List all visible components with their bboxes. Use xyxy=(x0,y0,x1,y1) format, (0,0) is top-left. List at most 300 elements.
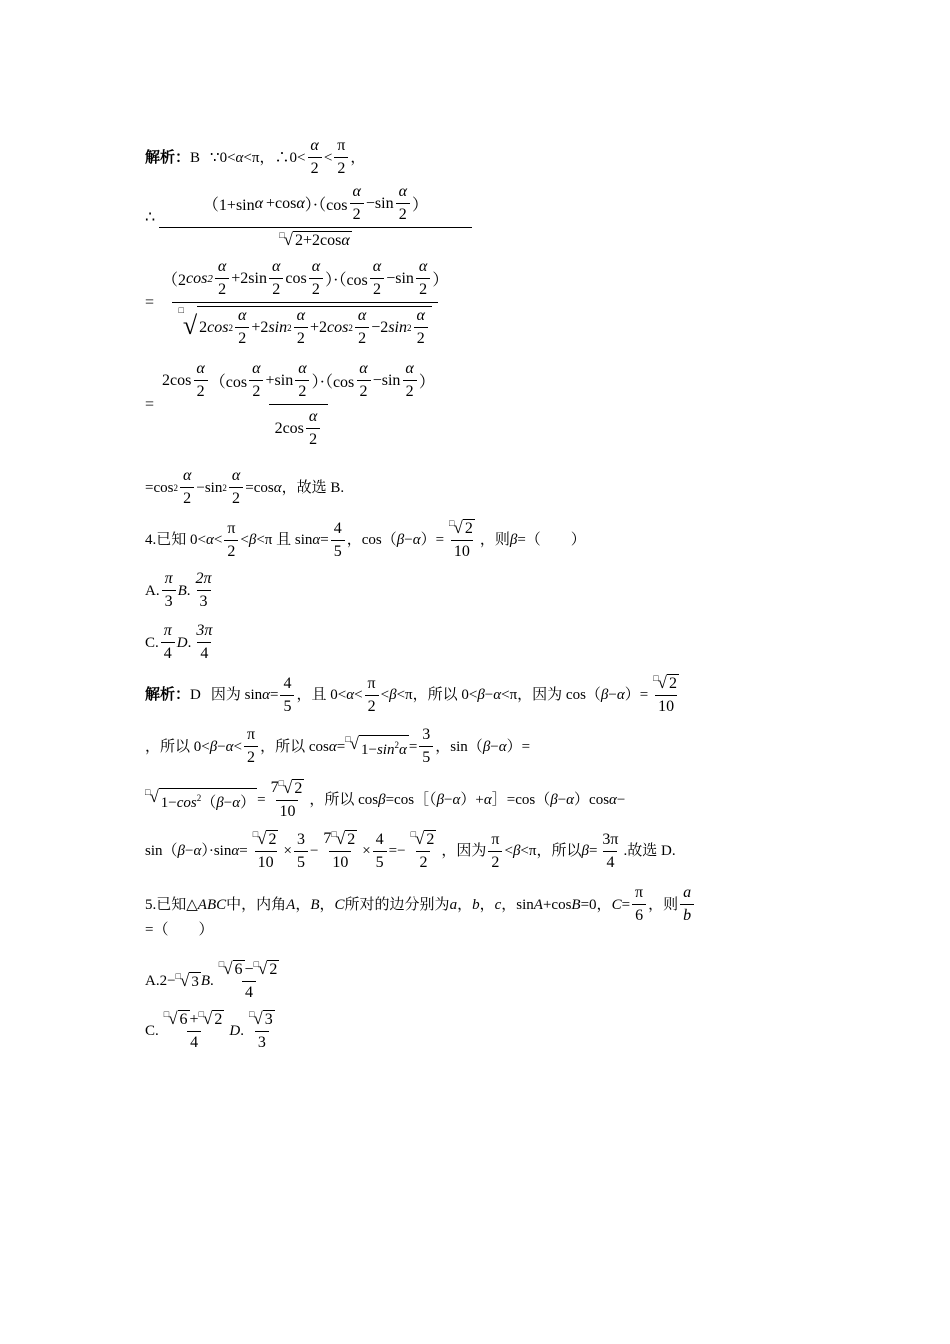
numerator xyxy=(156,258,454,302)
text: − xyxy=(557,792,567,808)
text: +2 xyxy=(251,318,269,336)
fraction xyxy=(355,307,369,348)
option-a-label: A.2− xyxy=(145,973,176,989)
sup: 2 xyxy=(207,272,213,285)
fraction xyxy=(650,674,682,716)
text: ，则 xyxy=(479,532,510,548)
alpha: α xyxy=(412,532,421,548)
fraction xyxy=(680,884,694,925)
radicand: 2 xyxy=(669,675,677,692)
root: √ xyxy=(257,829,267,848)
box: □ xyxy=(653,673,659,683)
root: √ xyxy=(179,970,190,990)
text: （2 xyxy=(162,272,187,289)
text: ， xyxy=(319,896,335,913)
text: −2 xyxy=(371,318,389,336)
triangle-name: ABC xyxy=(197,896,227,913)
text: − xyxy=(490,738,499,755)
text: 2+2cos xyxy=(294,232,342,249)
box: □ xyxy=(252,829,259,839)
coef: 7 xyxy=(323,830,332,847)
radical xyxy=(219,960,245,979)
text: ） xyxy=(411,197,428,214)
radical xyxy=(279,231,352,250)
radicand: 6 xyxy=(179,1011,188,1028)
alpha: α xyxy=(616,687,625,703)
sol3-final xyxy=(145,467,344,508)
den: 2 xyxy=(235,327,249,348)
num: α xyxy=(311,258,321,275)
text: − xyxy=(244,960,254,978)
alpha: α xyxy=(262,687,270,703)
den: 5 xyxy=(373,851,387,872)
text: ）cos xyxy=(574,792,610,808)
text: cos xyxy=(327,318,349,336)
fraction xyxy=(309,258,323,299)
sol3-label: 解析： xyxy=(145,149,191,166)
radicand xyxy=(293,231,352,250)
den: 2 xyxy=(370,278,384,299)
alpha: α xyxy=(235,149,244,166)
fraction xyxy=(215,258,229,299)
text: − xyxy=(608,687,617,703)
num: α xyxy=(196,360,205,377)
den: 2 xyxy=(224,540,238,561)
radicand: 2 xyxy=(214,1011,223,1028)
text: ）= xyxy=(624,687,649,703)
num: π xyxy=(247,726,256,743)
denominator xyxy=(269,404,329,449)
den: 4 xyxy=(603,851,617,872)
q5-stem xyxy=(145,884,696,925)
fraction xyxy=(244,726,258,767)
den: 2 xyxy=(365,695,379,716)
text: ）·（cos xyxy=(304,197,348,214)
alpha: α xyxy=(493,687,502,703)
q4-options-cd xyxy=(145,622,217,663)
fraction xyxy=(320,830,360,872)
sol4-line2 xyxy=(145,726,530,767)
alpha: α xyxy=(609,792,617,808)
fraction xyxy=(224,520,238,561)
sup: 2 xyxy=(287,322,292,333)
alpha: α xyxy=(398,741,407,758)
radicand: 2 xyxy=(294,780,303,797)
num: α xyxy=(271,258,281,275)
text: ）= xyxy=(506,738,531,755)
radical xyxy=(164,1010,190,1029)
text: sin xyxy=(388,318,407,336)
var: C xyxy=(334,896,345,913)
box: □ xyxy=(145,787,151,797)
text: ］=cos（ xyxy=(491,792,551,808)
fraction xyxy=(408,830,440,872)
root: √ xyxy=(203,1009,213,1028)
text: +cos xyxy=(542,896,572,913)
text: × xyxy=(283,843,292,859)
den: 2 xyxy=(357,380,371,401)
radical xyxy=(178,306,431,348)
sol4-label: 解析： xyxy=(145,687,191,703)
denominator xyxy=(159,227,472,250)
q4-options-ab xyxy=(145,570,217,611)
num: 3π xyxy=(602,830,619,848)
box: □ xyxy=(248,1009,255,1019)
root: √ xyxy=(223,959,233,978)
fraction xyxy=(488,831,502,872)
den: 5 xyxy=(280,695,294,716)
den: 2 xyxy=(396,203,410,224)
den: 2 xyxy=(229,487,243,508)
text: <π，所以 0< xyxy=(396,687,478,703)
num: 2π xyxy=(195,570,212,587)
big-fraction xyxy=(159,183,472,250)
text: = xyxy=(408,738,418,755)
radicand xyxy=(197,306,432,348)
big-fraction xyxy=(156,258,454,348)
text: 1− xyxy=(160,795,177,811)
radical xyxy=(408,830,440,851)
alpha: α xyxy=(483,792,492,808)
fraction xyxy=(632,884,646,925)
radical xyxy=(650,674,682,695)
text: −sin xyxy=(372,371,401,389)
text: =0， xyxy=(580,896,612,913)
num: 3 xyxy=(296,830,305,848)
beta: β xyxy=(512,843,521,859)
fraction xyxy=(269,258,283,299)
sol4-line3 xyxy=(145,779,625,821)
num: α xyxy=(359,360,368,377)
text: +cos xyxy=(266,194,297,212)
den: 2 xyxy=(334,157,348,178)
var: B xyxy=(310,896,320,913)
radical xyxy=(250,830,282,851)
den: 3 xyxy=(255,1031,269,1052)
option-a-label: A. xyxy=(145,582,160,599)
beta: β xyxy=(389,687,397,703)
den: 2 xyxy=(306,428,320,449)
fraction xyxy=(396,183,410,224)
option-c-label: C. xyxy=(145,634,159,651)
den: 2 xyxy=(488,851,502,872)
box: □ xyxy=(175,970,181,981)
therefore: ∴ xyxy=(145,208,156,226)
sup: 2 xyxy=(348,322,353,333)
box: □ xyxy=(331,829,337,839)
fraction xyxy=(294,831,308,872)
fraction xyxy=(402,360,416,401)
box: □ xyxy=(279,230,285,240)
text: ，所以 cos xyxy=(260,738,329,755)
alpha: α xyxy=(296,194,305,212)
sol3-expr1 xyxy=(145,183,472,250)
alpha: α xyxy=(346,687,355,703)
q5-options-ab xyxy=(145,960,284,1002)
beta: β xyxy=(177,843,185,859)
den: 5 xyxy=(419,746,433,767)
den: 4 xyxy=(197,642,211,663)
den: 2 xyxy=(180,487,194,508)
text: − xyxy=(444,792,453,808)
radical xyxy=(176,972,201,991)
radicand: $1-\cos^2(\beta-\alpha)$ xyxy=(159,788,257,812)
root: √ xyxy=(258,959,268,978)
den: 2 xyxy=(215,278,229,299)
text: < xyxy=(354,687,363,703)
radicand: 2 xyxy=(464,520,473,537)
numerator xyxy=(197,183,434,227)
text: −sin xyxy=(365,194,394,212)
radical xyxy=(345,735,409,759)
box: □ xyxy=(178,305,184,315)
text: ）·（cos xyxy=(311,374,355,391)
fraction xyxy=(193,360,207,401)
alpha: α xyxy=(254,194,264,212)
text: = xyxy=(270,687,279,703)
radical xyxy=(246,1010,278,1031)
text: ，cos（ xyxy=(346,532,397,548)
text: cos xyxy=(186,269,208,287)
num: α xyxy=(357,307,367,324)
num: 4 xyxy=(333,519,342,537)
sol3-expr3 xyxy=(145,360,441,449)
den: 2 xyxy=(350,203,364,224)
text: ）= xyxy=(420,532,445,548)
text: sin xyxy=(376,741,395,758)
text: ， xyxy=(295,896,311,913)
radicand: 6 xyxy=(234,961,243,978)
den: 2 xyxy=(249,380,263,401)
text: 1− xyxy=(360,741,377,758)
den: 10 xyxy=(276,800,298,821)
den: 2 xyxy=(308,157,322,178)
root: √ xyxy=(283,230,293,249)
text: < xyxy=(380,687,390,703)
den: 5 xyxy=(294,851,308,872)
box: □ xyxy=(345,733,351,744)
root: √ xyxy=(182,311,198,340)
alpha: α xyxy=(312,532,321,548)
den: 2 xyxy=(403,380,417,401)
den: 10 xyxy=(655,695,677,716)
numerator xyxy=(156,360,441,404)
text: <π，∴0< xyxy=(243,149,306,166)
radical xyxy=(320,830,360,851)
text: =− xyxy=(388,843,406,859)
fraction xyxy=(307,137,321,178)
sup: 2 xyxy=(228,322,233,333)
text: ）+ xyxy=(460,792,484,808)
fraction xyxy=(356,360,370,401)
text: =（ ） xyxy=(517,532,586,548)
var: C xyxy=(611,896,622,913)
num xyxy=(161,1010,228,1031)
alpha: α xyxy=(273,479,282,496)
fraction xyxy=(180,467,194,508)
text: < xyxy=(233,738,243,755)
alpha: α xyxy=(205,532,214,548)
sol4-line4 xyxy=(145,830,676,872)
den: 2 xyxy=(269,278,283,299)
fraction xyxy=(193,570,215,611)
alpha: α xyxy=(232,795,241,811)
text: sin（ xyxy=(145,843,178,859)
num xyxy=(216,960,283,981)
fraction xyxy=(162,570,176,611)
text: 4.已知 0< xyxy=(145,532,206,548)
text: − xyxy=(309,843,319,859)
denominator xyxy=(172,302,437,348)
alpha: α xyxy=(231,843,240,859)
text: −sin xyxy=(196,479,223,496)
den: 2 xyxy=(194,380,208,401)
text: +2 xyxy=(310,318,328,336)
num: 3π xyxy=(196,622,213,639)
fraction xyxy=(249,360,263,401)
sol3-expr2 xyxy=(145,258,454,348)
fraction xyxy=(416,258,430,299)
num: α xyxy=(296,307,306,324)
den: 2 xyxy=(295,380,309,401)
text: =cos［（ xyxy=(385,792,437,808)
option-b-label: B xyxy=(200,973,210,989)
num: α xyxy=(231,467,241,484)
radical xyxy=(446,519,478,540)
text: =cos xyxy=(145,479,174,496)
text: < xyxy=(240,532,249,548)
text: − xyxy=(185,843,194,859)
text: ）·（cos xyxy=(325,272,368,289)
root: √ xyxy=(335,829,346,848)
dot: . xyxy=(187,634,192,651)
text: − xyxy=(484,687,494,703)
text: ） xyxy=(418,374,435,391)
text: × xyxy=(362,843,371,859)
sol3-answer: B xyxy=(190,149,201,166)
text: = xyxy=(320,532,329,548)
fraction xyxy=(229,467,243,508)
root: √ xyxy=(168,1009,178,1028)
den: 2 xyxy=(244,746,258,767)
radicand: 2 xyxy=(268,831,277,848)
fraction xyxy=(161,1010,228,1052)
text: （cos xyxy=(209,374,248,391)
fraction xyxy=(370,258,384,299)
option-d-label: D xyxy=(229,1023,241,1039)
num: α xyxy=(416,307,425,324)
sup: 2 xyxy=(406,322,412,333)
radical xyxy=(199,1010,225,1029)
radical xyxy=(268,779,308,800)
text: ∵0< xyxy=(210,149,236,166)
text: < xyxy=(323,149,333,166)
den: 2 xyxy=(355,327,369,348)
box: □ xyxy=(163,1009,170,1019)
root: √ xyxy=(415,829,425,848)
den: 2 xyxy=(416,278,430,299)
num: α xyxy=(217,258,227,275)
beta: β xyxy=(209,738,218,755)
fraction xyxy=(280,675,294,716)
fraction xyxy=(294,307,308,348)
text: ， xyxy=(350,149,366,166)
dot: . xyxy=(210,973,214,989)
sol4-line1 xyxy=(145,674,684,716)
den: b xyxy=(680,904,694,925)
text: = xyxy=(336,738,346,755)
var: c xyxy=(494,896,502,913)
sup: 2 xyxy=(222,482,227,493)
fraction xyxy=(413,307,427,348)
text: 所对的边分别为 xyxy=(344,896,450,913)
root: √ xyxy=(283,778,293,797)
option-c-label: C. xyxy=(145,1023,159,1039)
text: ， xyxy=(457,896,473,913)
fraction xyxy=(365,675,379,716)
text: ）·sin xyxy=(201,843,232,859)
num: 4 xyxy=(283,674,292,692)
num: α xyxy=(398,183,407,200)
num: α xyxy=(238,307,247,324)
var: b xyxy=(472,896,480,913)
beta: β xyxy=(600,687,609,703)
alpha: α xyxy=(328,738,337,755)
radicand xyxy=(359,735,409,759)
text: 中，内角 xyxy=(226,896,287,913)
alpha: α xyxy=(498,738,507,755)
text: ，故选 B. xyxy=(281,479,345,496)
beta: β xyxy=(509,532,518,548)
den: 2 xyxy=(294,327,308,348)
alpha: α xyxy=(225,738,234,755)
num: π xyxy=(163,622,172,639)
text: ） xyxy=(432,272,449,289)
beta: β xyxy=(581,843,589,859)
beta: β xyxy=(378,792,386,808)
den: 10 xyxy=(255,851,277,872)
num: α xyxy=(418,258,428,275)
num: α xyxy=(310,137,319,154)
fraction xyxy=(193,622,215,663)
text: = xyxy=(588,843,598,859)
den: 3 xyxy=(162,590,176,611)
alpha: α xyxy=(452,792,461,808)
sup: 2 xyxy=(173,482,178,493)
q5-options-cd xyxy=(145,1010,280,1052)
radicand: 2 xyxy=(347,831,356,848)
box: □ xyxy=(449,518,455,528)
box: □ xyxy=(278,778,285,788)
dot: . xyxy=(240,1023,244,1039)
num: π xyxy=(491,830,500,848)
text: − xyxy=(404,532,413,548)
num: α xyxy=(182,467,192,484)
text: cos xyxy=(176,795,197,811)
alpha: α xyxy=(193,843,202,859)
radicand: 2 xyxy=(426,831,435,848)
text: 5.已知△ xyxy=(145,896,198,913)
den: 3 xyxy=(197,590,211,611)
fraction xyxy=(446,519,478,561)
text: .故选 D. xyxy=(623,843,676,859)
text: = xyxy=(257,792,266,808)
text: −sin xyxy=(386,269,414,287)
text: cos xyxy=(207,318,229,336)
text: （1+sin xyxy=(202,197,255,214)
root: √ xyxy=(149,787,159,806)
fraction xyxy=(235,307,249,348)
